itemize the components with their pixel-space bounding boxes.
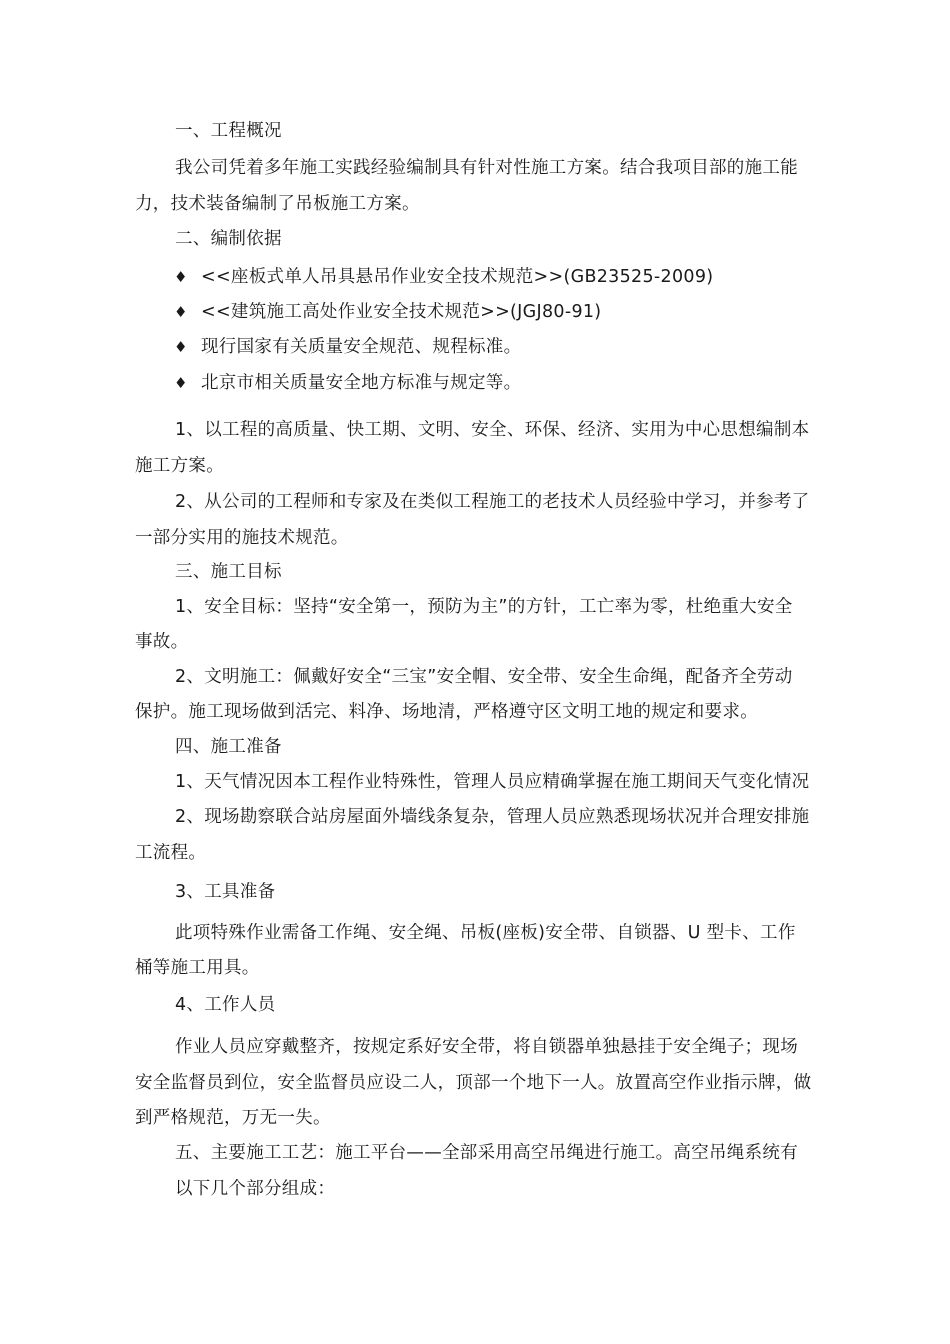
paragraph-line: 工流程。 bbox=[135, 843, 207, 863]
paragraph-line: 保护。施工现场做到活完、料净、场地清，严格遵守区文明工地的规定和要求。 bbox=[135, 702, 758, 722]
paragraph-line: 我公司凭着多年施工实践经验编制具有针对性施工方案。结合我项目部的施工能 bbox=[175, 158, 798, 178]
bullet-item: 北京市相关质量安全地方标准与规定等。 bbox=[201, 373, 522, 393]
subheading-tools: 3、工具准备 bbox=[175, 882, 276, 902]
paragraph-line: 作业人员应穿戴整齐，按规定系好安全带，将自锁器单独悬挂于安全绳子；现场 bbox=[175, 1037, 798, 1057]
paragraph-line: 1、以工程的高质量、快工期、文明、安全、环保、经济、实用为中心思想编制本 bbox=[175, 420, 810, 440]
section-heading-preparation: 四、施工准备 bbox=[175, 737, 282, 757]
paragraph-line: 1、安全目标：坚持“安全第一，预防为主”的方针，工亡率为零，杜绝重大安全 bbox=[175, 597, 793, 617]
paragraph-line: 以下几个部分组成： bbox=[175, 1179, 336, 1199]
paragraph-line: 事故。 bbox=[135, 632, 189, 652]
section-heading-overview: 一、工程概况 bbox=[175, 121, 282, 141]
bullet-diamond-icon: ♦ bbox=[174, 303, 188, 321]
paragraph-line: 2、现场勘察联合站房屋面外墙线条复杂，管理人员应熟悉现场状况并合理安排施 bbox=[175, 807, 810, 827]
paragraph-line: 施工方案。 bbox=[135, 456, 224, 476]
bullet-diamond-icon: ♦ bbox=[174, 338, 188, 356]
section-heading-process: 五、主要施工工艺：施工平台——全部采用高空吊绳进行施工。高空吊绳系统有 bbox=[175, 1143, 798, 1163]
paragraph-line: 2、文明施工：佩戴好安全“三宝”安全帽、安全带、安全生命绳，配备齐全劳动 bbox=[175, 667, 793, 687]
paragraph-line: 一部分实用的施技术规范。 bbox=[135, 528, 349, 548]
paragraph-line: 到严格规范，万无一失。 bbox=[135, 1108, 331, 1128]
bullet-item: <<座板式单人吊具悬吊作业安全技术规范>>(GB23525-2009) bbox=[201, 267, 714, 287]
paragraph-line: 力，技术装备编制了吊板施工方案。 bbox=[135, 194, 420, 214]
paragraph-line: 1、天气情况因本工程作业特殊性，管理人员应精确掌握在施工期间天气变化情况 bbox=[175, 772, 810, 792]
section-heading-goals: 三、施工目标 bbox=[175, 562, 282, 582]
paragraph-line: 安全监督员到位，安全监督员应设二人，顶部一个地下一人。放置高空作业指示牌，做 bbox=[135, 1073, 812, 1093]
bullet-item: 现行国家有关质量安全规范、规程标准。 bbox=[201, 337, 522, 357]
paragraph-line: 桶等施工用具。 bbox=[135, 958, 260, 978]
bullet-item: <<建筑施工高处作业安全技术规范>>(JGJ80-91) bbox=[201, 302, 602, 322]
section-heading-basis: 二、编制依据 bbox=[175, 229, 282, 249]
subheading-personnel: 4、工作人员 bbox=[175, 995, 276, 1015]
bullet-diamond-icon: ♦ bbox=[174, 268, 188, 286]
paragraph-line: 此项特殊作业需备工作绳、安全绳、吊板(座板)安全带、自锁器、U 型卡、工作 bbox=[175, 923, 796, 943]
paragraph-line: 2、从公司的工程师和专家及在类似工程施工的老技术人员经验中学习，并参考了 bbox=[175, 492, 810, 512]
bullet-diamond-icon: ♦ bbox=[174, 374, 188, 392]
